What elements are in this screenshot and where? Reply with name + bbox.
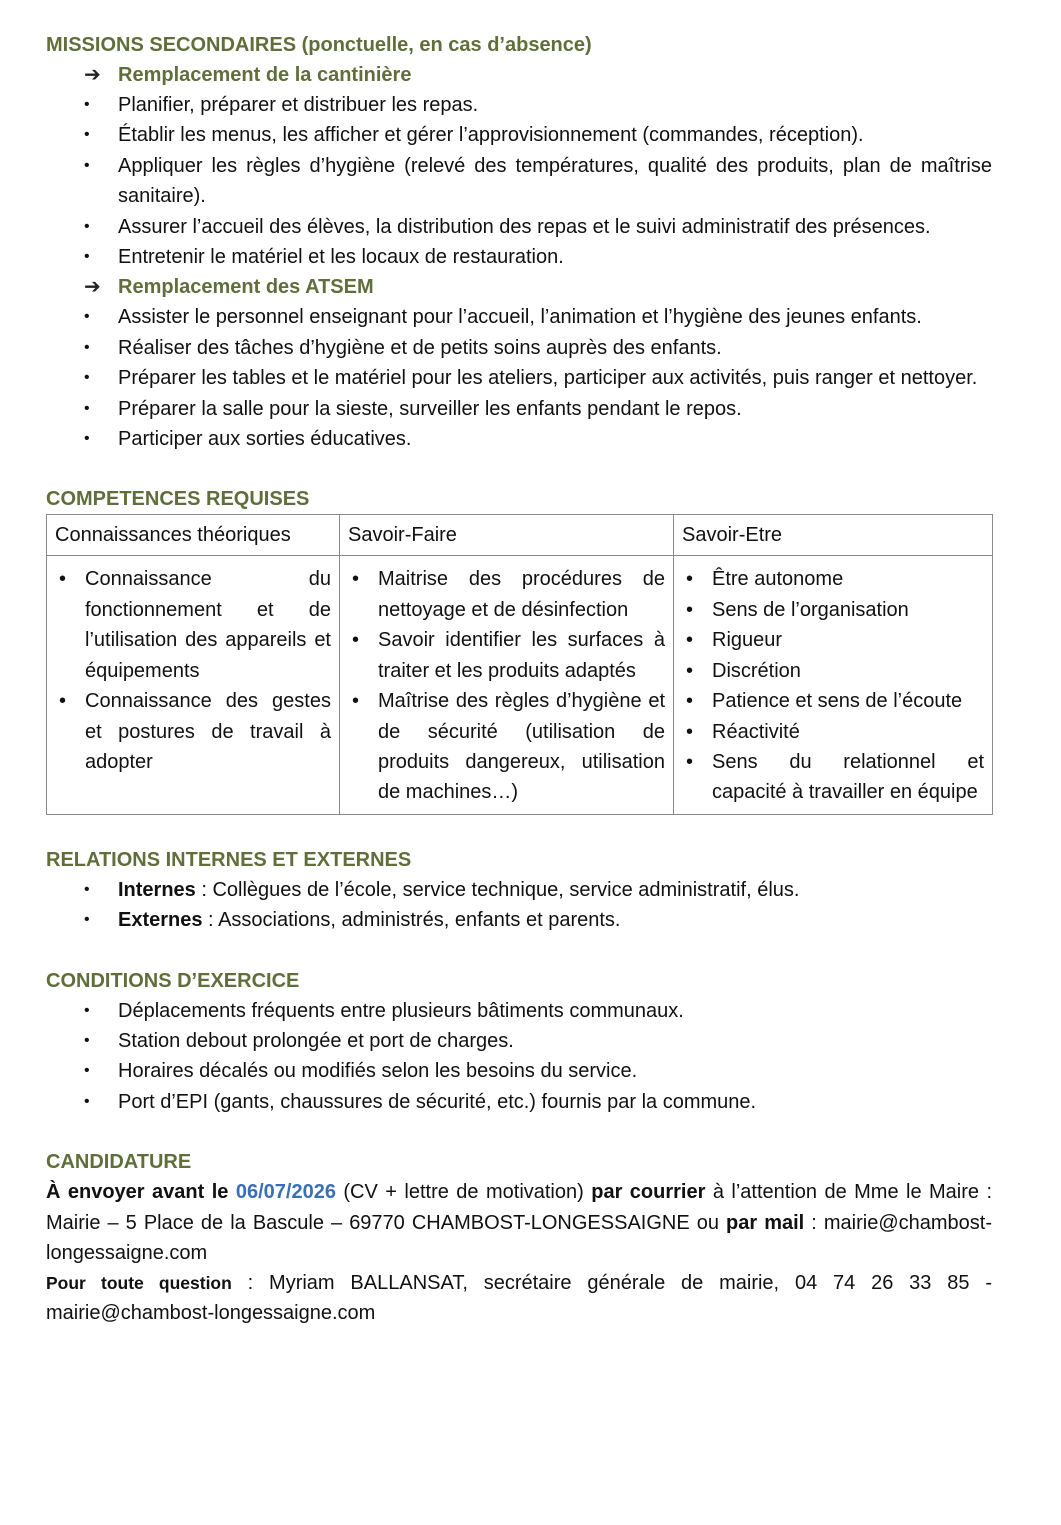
list-item: • Entretenir le matériel et les locaux de restauration. [46,242,992,272]
arrow-right-icon: ➔ [84,276,101,299]
candidature-paragraph [46,1177,992,1268]
candidature-mail: : mairie@chambost-longessaigne.com [46,1211,993,1264]
group-atsem-title [46,272,992,302]
group-title-text: Remplacement de la cantinière [118,64,412,86]
document-page [46,30,992,1328]
list-item: • Rigueur [682,625,984,655]
list-item: • Port d’EPI (gants, chaussures de sécurité, etc.) fournis par la commune. [46,1087,992,1117]
table-cell [340,556,674,814]
candidature-heading: CANDIDATURE [46,1151,192,1174]
list-item: • Déplacements fréquents entre plusieurs bâtiments communaux. [46,996,992,1026]
list-item: • Assurer l’accueil des élèves, la distribution des repas et le suivi administratif des présences. [46,212,992,242]
table-header-row [47,515,993,556]
question-paragraph [46,1268,992,1328]
atsem-list [46,302,992,454]
conditions-list [46,996,992,1118]
externes-text: : Associations, administrés, enfants et parents. [202,909,621,932]
table-row [47,556,993,814]
question-text: : Myriam BALLANSAT, secrétaire générale de mairie, 04 74 26 33 85 - mairie@chambost-longessaigne.com [46,1272,992,1325]
group-cantiniere-title [46,60,992,90]
question-label: Pour toute question [46,1273,232,1294]
missions-heading: MISSIONS SECONDAIRES (ponctuelle, en cas d’absence) [46,34,592,56]
group-title-text: Remplacement des ATSEM [118,276,374,299]
list-item: • Horaires décalés ou modifiés selon les besoins du service. [46,1056,992,1086]
table-cell [674,556,993,814]
competences-heading: COMPETENCES REQUISES [46,488,310,511]
list-item [46,875,992,905]
list-item: • Patience et sens de l’écoute [682,686,984,716]
list-item: • Discrétion [682,656,984,686]
conditions-heading: CONDITIONS D’EXERCICE [46,969,300,992]
column-header: Savoir-Faire [340,515,674,556]
cantiniere-list [46,90,992,272]
internes-label: Internes [118,878,196,901]
list-item: • Préparer la salle pour la sieste, surveiller les enfants pendant le repos. [46,394,992,424]
par-mail: par mail [726,1211,805,1234]
list-item: • Réaliser des tâches d’hygiène et de petits soins auprès des enfants. [46,333,992,363]
list-item: • Établir les menus, les afficher et gérer l’approvisionnement (commandes, réception). [46,120,992,150]
table-cell [47,556,340,814]
column-header: Connaissances théoriques [47,515,340,556]
candidature-mid: à l’attention de Mme le Maire : Mairie – 5 Place de la Bascule – 69770 CHAMBOST-LONGESSAIGNE ou [46,1181,993,1234]
externes-label: Externes [118,909,203,932]
deadline-date: 06/07/2026 [235,1181,336,1204]
list-item: • Maîtrise des règles d’hygiène et de sécurité (utilisation de produits dangereux, utilisation de machines…) [348,686,665,808]
internes-text: : Collègues de l’école, service technique, service administratif, élus. [195,878,800,901]
list-item: • Savoir identifier les surfaces à traiter et les produits adaptés [348,625,665,686]
list-item [46,905,992,935]
list-item: • Réactivité [682,717,984,747]
relations-heading: RELATIONS INTERNES ET EXTERNES [46,848,412,871]
list-item: • Sens du relationnel et capacité à travailler en équipe [682,747,984,808]
competences-table [46,514,993,814]
list-item: • Station debout prolongée et port de charges. [46,1026,992,1056]
par-courrier: par courrier [591,1181,706,1204]
list-item: • Sens de l’organisation [682,595,984,625]
candidature-lead: À envoyer avant le [46,1181,236,1204]
arrow-right-icon: ➔ [84,64,101,86]
list-item: • Assister le personnel enseignant pour l’accueil, l’animation et l’hygiène des jeunes enfants. [46,302,992,332]
relations-list [46,875,992,936]
list-item: • Participer aux sorties éducatives. [46,424,992,454]
list-item: • Maitrise des procédures de nettoyage et de désinfection [348,564,665,625]
list-item: • Connaissance du fonctionnement et de l’utilisation des appareils et équipements [55,564,331,686]
list-item: • Appliquer les règles d’hygiène (relevé des températures, qualité des produits, plan de maîtrise sanitaire). [46,151,992,212]
column-header: Savoir-Etre [674,515,993,556]
list-item: • Connaissance des gestes et postures de travail à adopter [55,686,331,777]
list-item: • Préparer les tables et le matériel pour les ateliers, participer aux activités, puis ranger et nettoyer. [46,363,992,393]
list-item: • Être autonome [682,564,984,594]
candidature-after-date: (CV + lettre de motivation) [335,1181,592,1204]
list-item: • Planifier, préparer et distribuer les repas. [46,90,992,120]
